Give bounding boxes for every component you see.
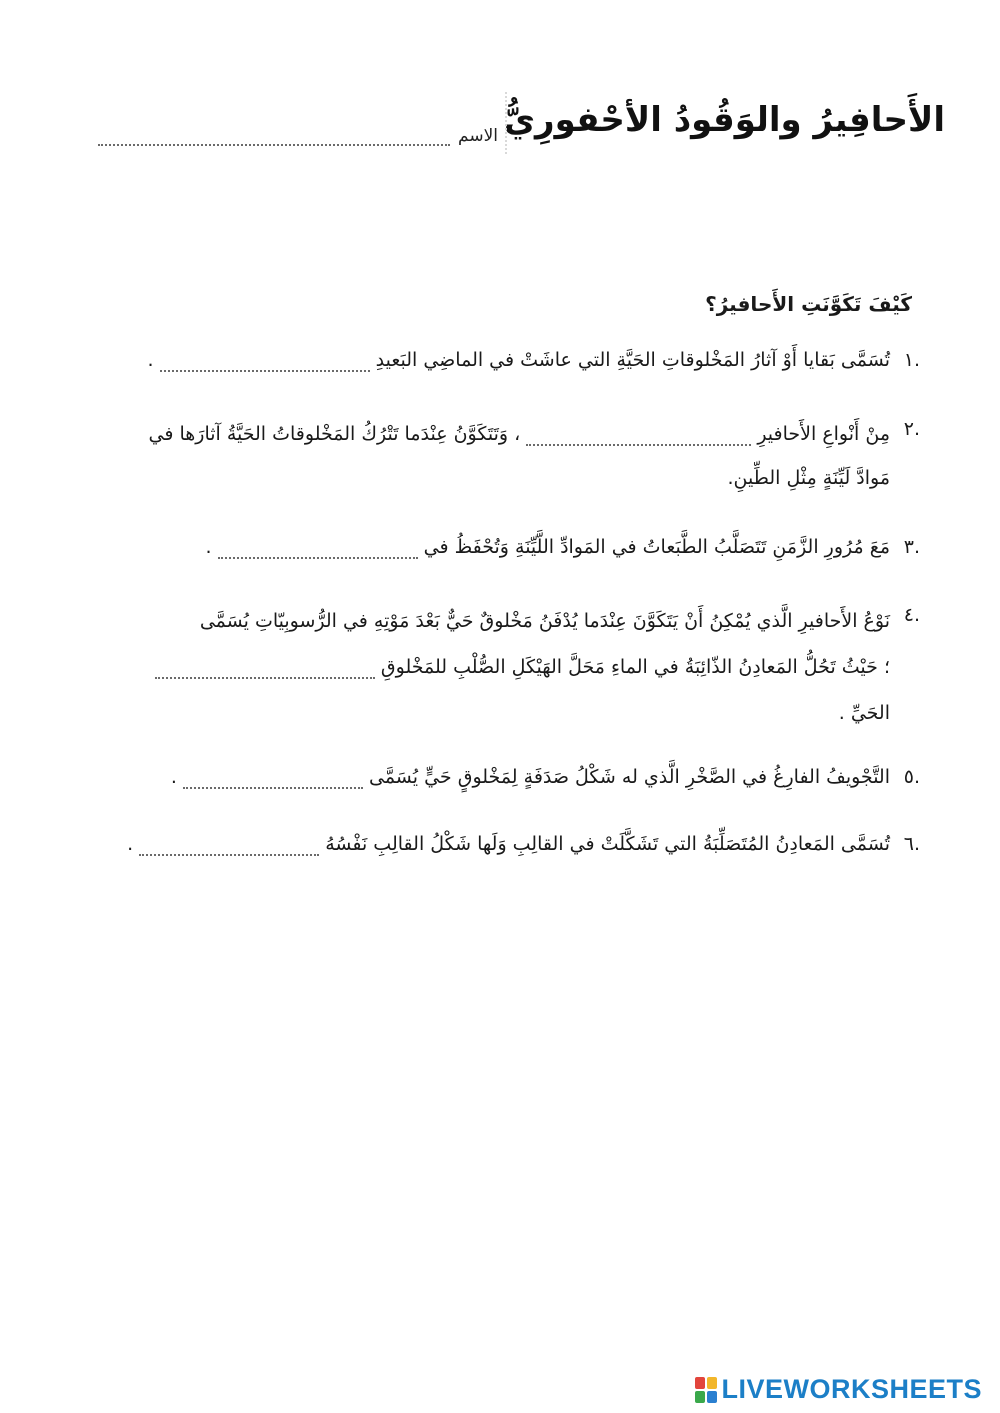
name-label: الاسم <box>458 126 498 146</box>
brand-name: LIVEWORKSHEETS <box>721 1374 982 1404</box>
question-4 <box>100 598 920 736</box>
question-number: .٣ <box>903 536 920 558</box>
liveworksheets-mark-icon <box>695 1377 717 1403</box>
question-text-line3: الحَيِّ . <box>838 702 890 724</box>
question-end: . <box>127 833 134 855</box>
answer-blank-6[interactable] <box>139 838 319 856</box>
question-text-line2: مَوادَّ لَيِّنَةٍ مِثْلِ الطِّينِ. <box>727 467 890 489</box>
question-text: التَّجْويفُ الفارِغُ في الصَّخْرِ الَّذي له شَكْلُ صَدَفَةٍ لِمَخْلوقٍ حَيٍّ يُسَمَّى <box>368 766 890 788</box>
question-text: مِنْ أَنْواعِ الأَحافيرِ <box>757 423 890 445</box>
question-text: تُسَمَّى المَعادِنُ المُتَصَلِّبَةُ التي تَشَكَّلَتْ في القالِبِ وَلَها شَكْلُ القالِبِ نَفْسُهُ <box>325 833 890 855</box>
header-divider <box>505 92 507 154</box>
answer-blank-4[interactable] <box>155 661 375 679</box>
question-5 <box>100 760 920 794</box>
question-3 <box>100 530 920 564</box>
answer-blank-1[interactable] <box>160 354 370 372</box>
question-end: . <box>170 766 177 788</box>
answer-blank-2[interactable] <box>526 428 751 446</box>
question-number: .٤ <box>903 604 920 626</box>
question-6 <box>100 827 920 861</box>
section-heading: كَيْفَ تَكَوَّنَتِ الأَحافيرُ؟ <box>705 292 912 316</box>
question-number: .٥ <box>903 766 920 788</box>
mark-square-yellow <box>707 1377 717 1389</box>
question-2 <box>100 412 920 500</box>
student-name-input[interactable] <box>98 126 450 146</box>
question-end: . <box>147 349 154 371</box>
mark-square-green <box>695 1391 705 1403</box>
question-text-continued: ، وَتَتَكَوَّنُ عِنْدَما تَتْرُكُ المَخْلوقاتُ الحَيَّةُ آثارَها في <box>148 423 521 445</box>
mark-square-blue <box>707 1391 717 1403</box>
question-number: .٢ <box>903 418 920 440</box>
question-text: نَوْعُ الأَحافيرِ الَّذي يُمْكِنُ أَنْ يَتَكَوَّنَ عِنْدَما يُدْفَنُ مَخْلوقٌ حَيٌّ بَعْدَ مَوْتِهِ في الرُّسوبِيّاتِ يُسَمَّى <box>199 610 890 632</box>
question-text: تُسَمَّى بَقايا أَوْ آثارُ المَخْلوقاتِ الحَيَّةِ التي عاشَتْ في الماضِي البَعيدِ <box>375 349 890 371</box>
question-text: مَعَ مُرُورِ الزَّمَنِ تَتَصَلَّبُ الطَّبَعاتُ في المَوادِّ اللَّيِّنَةِ وَتُحْفَظُ في <box>423 536 890 558</box>
answer-blank-3[interactable] <box>218 541 418 559</box>
student-name-row <box>98 120 498 146</box>
question-1 <box>100 343 920 377</box>
question-number: .٦ <box>903 833 920 855</box>
question-number: .١ <box>903 349 920 371</box>
answer-blank-5[interactable] <box>183 771 363 789</box>
mark-square-red <box>695 1377 705 1389</box>
worksheet-title: الأَحافِيرُ والوَقُودُ الأحْفورِيُّ <box>503 100 945 140</box>
question-end: . <box>205 536 212 558</box>
liveworksheets-logo <box>695 1374 982 1405</box>
question-text-line2: ؛ حَيْثُ تَحُلُّ المَعادِنُ الذّائِبَةُ في الماءِ مَحَلَّ الهَيْكَلِ الصُّلْبِ للمَخْلوقِ <box>380 656 890 678</box>
